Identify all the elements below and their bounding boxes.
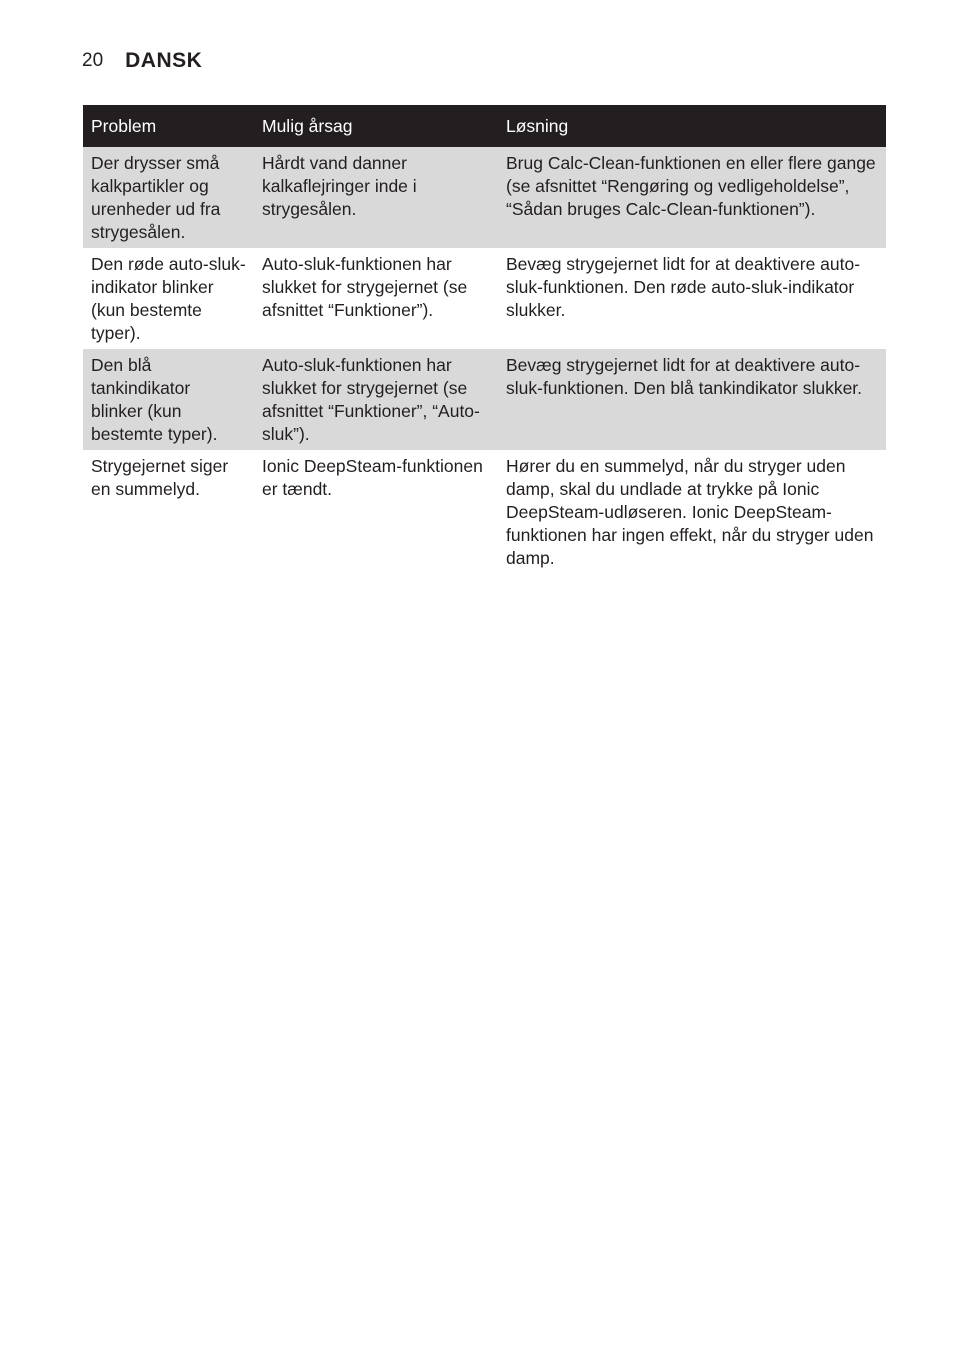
section-title: DANSK	[125, 49, 203, 72]
table-row	[83, 248, 886, 349]
solution-cell: Bevæg strygejernet lidt for at deaktivere auto-sluk-funktionen. Den røde auto-sluk-indikator slukker.	[506, 254, 861, 320]
cause-cell: Auto-sluk-funktionen har slukket for strygejernet (se afsnittet “Funktioner”).	[262, 254, 468, 320]
column-header-cause: Mulig årsag	[254, 105, 498, 147]
page-header	[82, 47, 202, 75]
problem-cell: Strygejernet siger en summelyd.	[91, 456, 229, 499]
solution-cell: Hører du en summelyd, når du stryger uden damp, skal du undlade at trykke på Ionic DeepSteam-udløseren. Ionic DeepSteam-funktionen har ingen effekt, når du stryger uden damp.	[506, 456, 874, 568]
cause-cell: Ionic DeepSteam-funktionen er tændt.	[262, 456, 483, 499]
column-header-problem: Problem	[83, 105, 254, 147]
table-row	[83, 147, 886, 248]
table-header-row	[83, 105, 886, 147]
solution-cell: Bevæg strygejernet lidt for at deaktivere auto-sluk-funktionen. Den blå tankindikator slukker.	[498, 349, 886, 450]
troubleshooting-table	[83, 105, 886, 574]
table-row	[83, 349, 886, 450]
page-number: 20	[82, 50, 104, 71]
problem-cell: Den røde auto-sluk-indikator blinker (kun bestemte typer).	[91, 254, 246, 343]
solution-cell: Brug Calc-Clean-funktionen en eller flere gange (se afsnittet “Rengøring og vedligeholdelse”, “Sådan bruges Calc-Clean-funktionen”).	[498, 147, 886, 248]
problem-cell: Den blå tankindikator blinker (kun bestemte typer).	[83, 349, 254, 450]
table-row	[83, 450, 886, 574]
cause-cell: Hårdt vand danner kalkaflejringer inde i strygesålen.	[254, 147, 498, 248]
column-header-solution: Løsning	[498, 105, 886, 147]
problem-cell: Der drysser små kalkpartikler og urenheder ud fra strygesålen.	[83, 147, 254, 248]
cause-cell: Auto-sluk-funktionen har slukket for strygejernet (se afsnittet “Funktioner”, “Auto-sluk”).	[254, 349, 498, 450]
